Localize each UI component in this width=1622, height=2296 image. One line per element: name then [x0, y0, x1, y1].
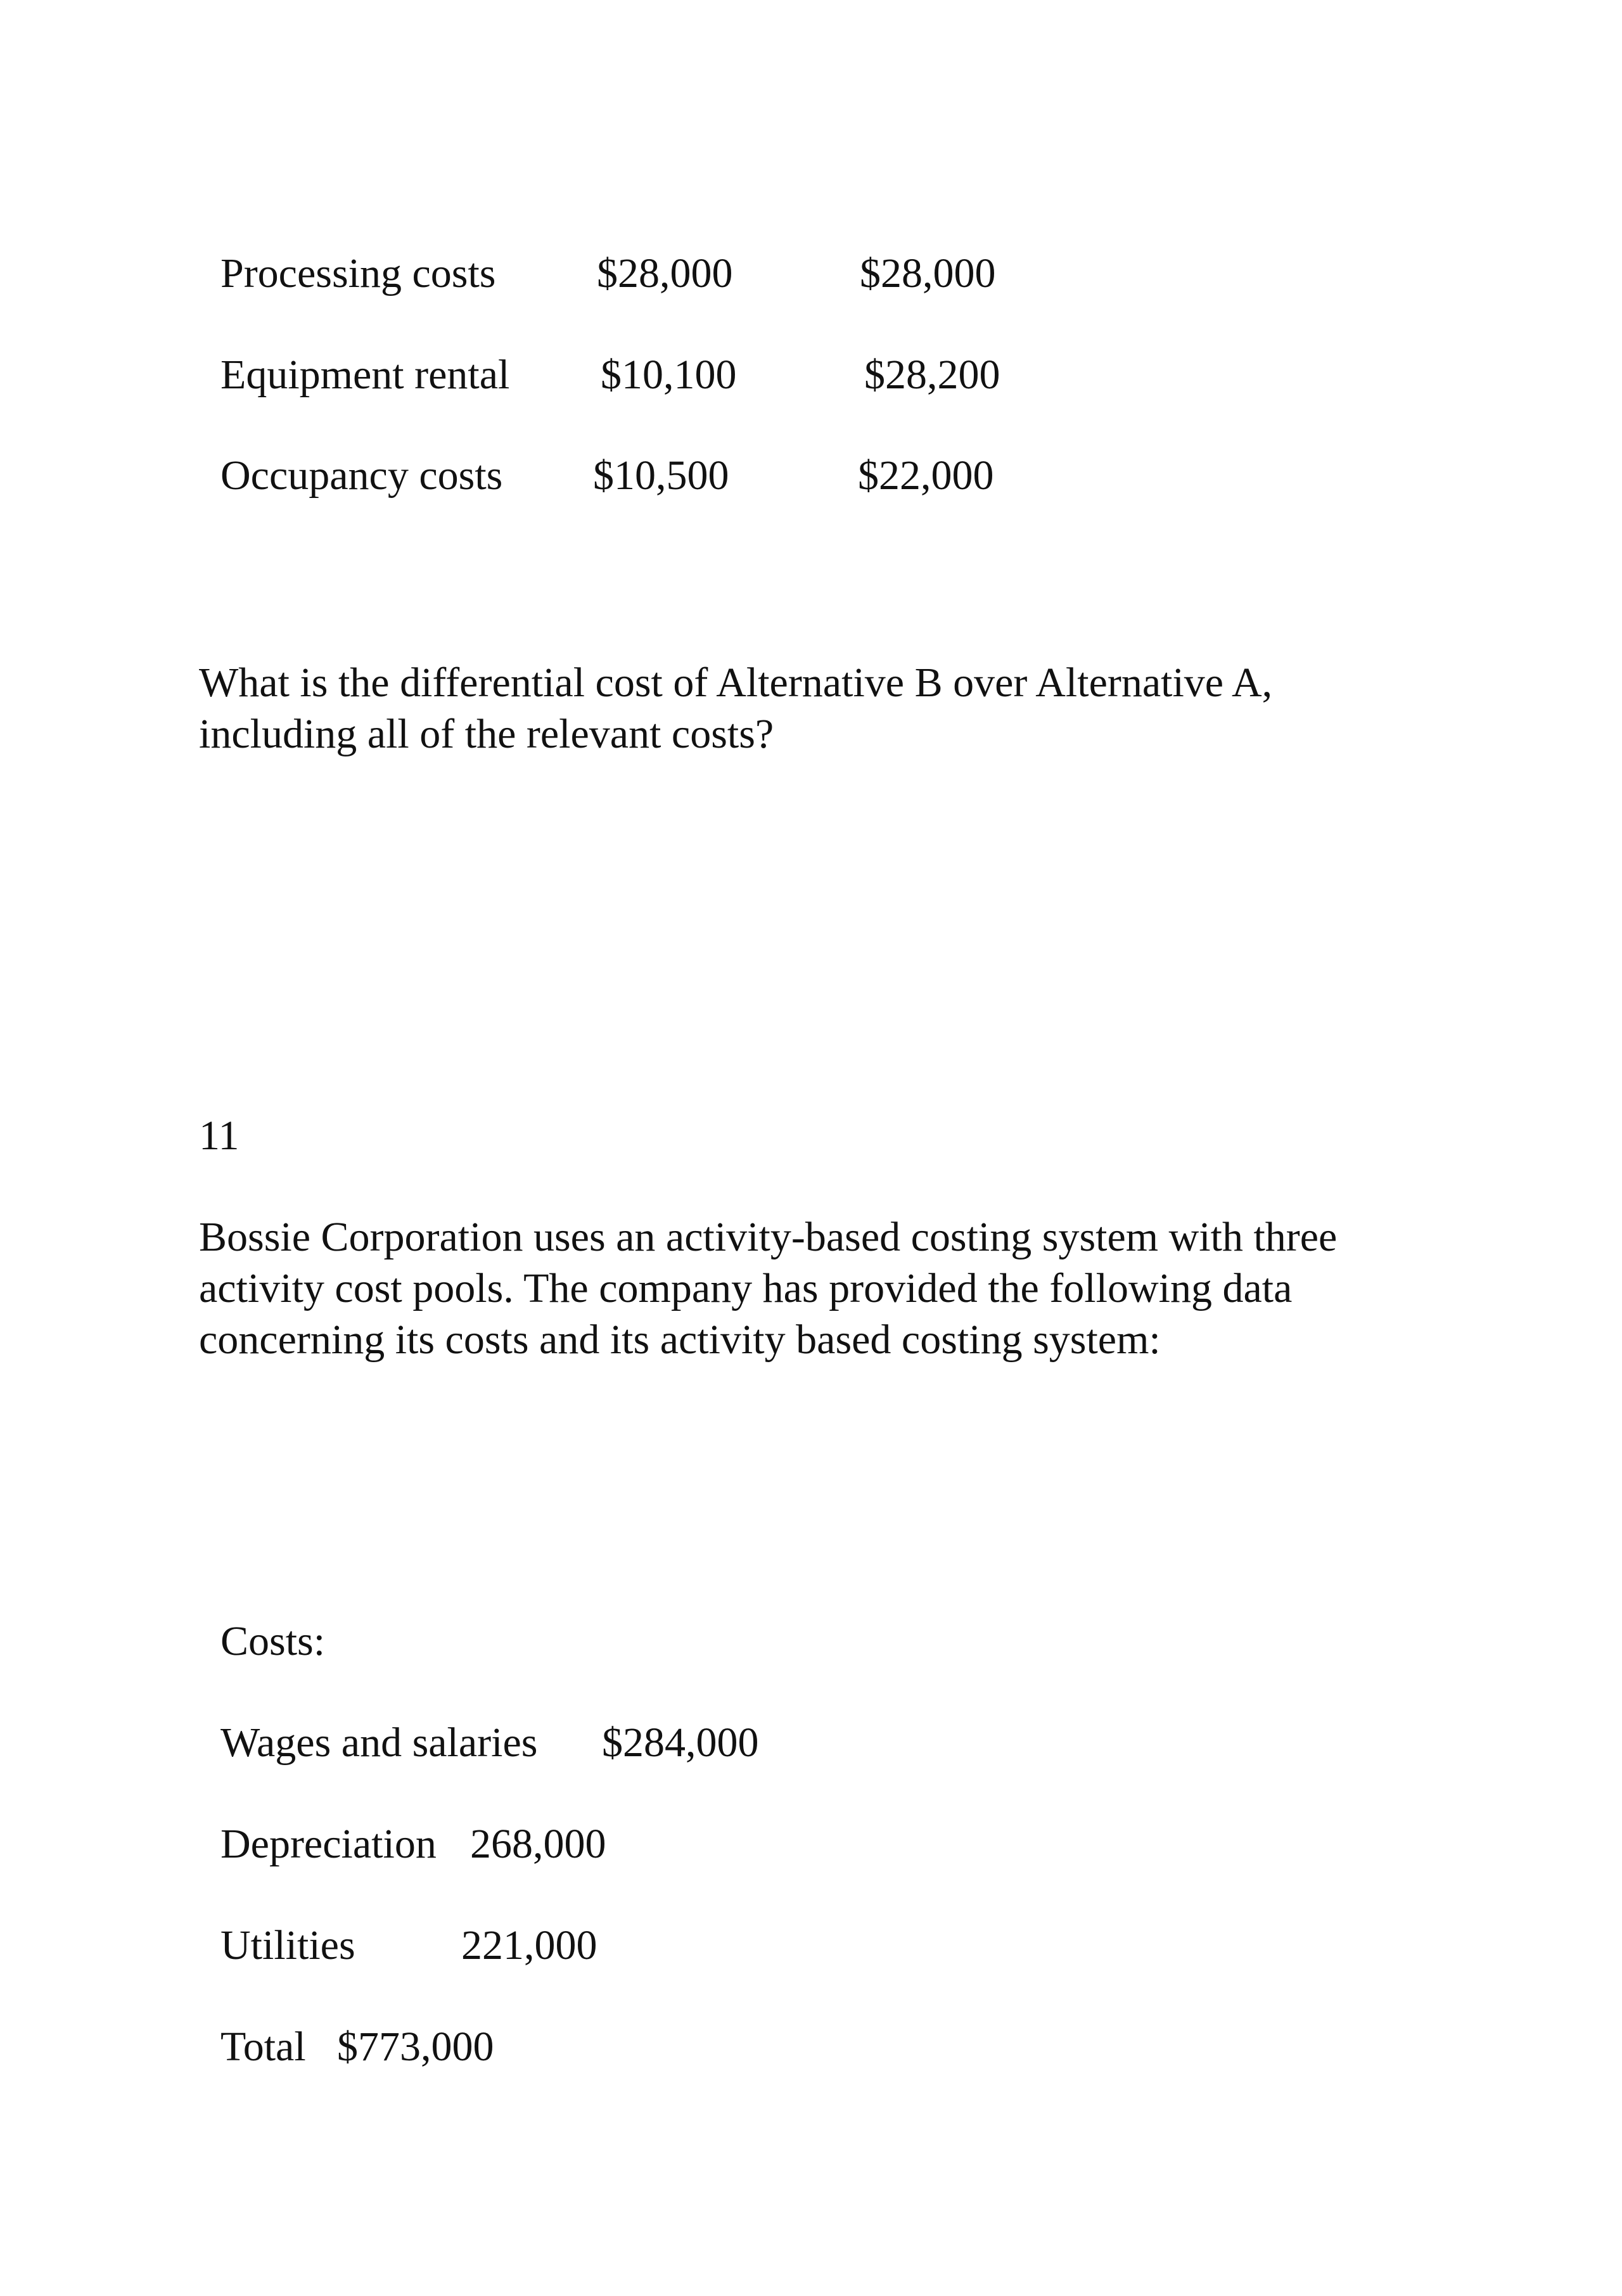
cost-value-wages-and-salaries: $284,000	[602, 1719, 759, 1766]
row-value-b-occupancy-costs: $22,000	[858, 452, 994, 499]
question-10-text	[199, 657, 1272, 760]
row-label-equipment-rental: Equipment rental	[220, 352, 510, 398]
question-10-line-2: including all of the relevant costs?	[199, 711, 774, 757]
question-11-line-2: activity cost pools. The company has provided the following data	[199, 1265, 1293, 1311]
cost-label-utilities: Utilities	[220, 1922, 355, 1968]
question-11-line-1: Bossie Corporation uses an activity-based costing system with three	[199, 1214, 1338, 1260]
row-label-occupancy-costs: Occupancy costs	[220, 452, 503, 499]
cost-value-total: $773,000	[337, 2024, 494, 2070]
cost-value-depreciation: 268,000	[470, 1821, 606, 1867]
cost-label-wages-and-salaries: Wages and salaries	[220, 1719, 538, 1766]
question-11-text	[199, 1211, 1337, 1365]
cost-value-utilities: 221,000	[461, 1922, 597, 1968]
row-value-a-equipment-rental: $10,100	[601, 352, 737, 398]
cost-label-total: Total	[220, 2024, 306, 2070]
cost-label-depreciation: Depreciation	[220, 1821, 437, 1867]
row-value-a-occupancy-costs: $10,500	[593, 452, 729, 499]
question-11-number: 11	[199, 1113, 239, 1159]
costs-heading: Costs:	[220, 1618, 326, 1664]
row-value-a-processing-costs: $28,000	[597, 250, 733, 297]
question-10-line-1: What is the differential cost of Alternative B over Alternative A,	[199, 660, 1273, 706]
question-11-line-3: concerning its costs and its activity based costing system:	[199, 1317, 1161, 1363]
row-label-processing-costs: Processing costs	[220, 250, 496, 297]
row-value-b-processing-costs: $28,000	[860, 250, 996, 297]
row-value-b-equipment-rental: $28,200	[864, 352, 1000, 398]
